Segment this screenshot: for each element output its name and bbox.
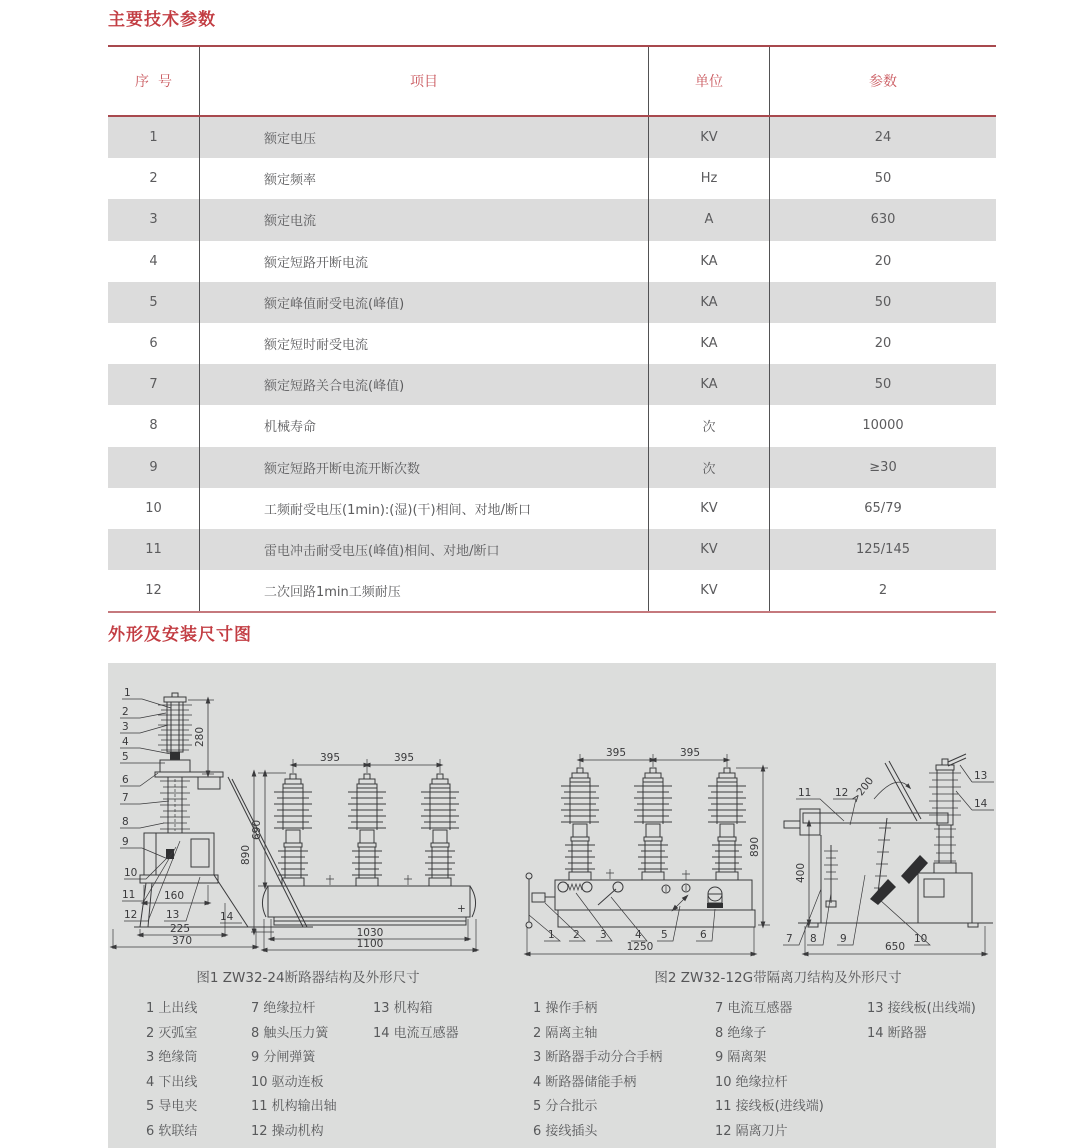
callout: 6 bbox=[700, 929, 707, 941]
cell-unit: KV bbox=[649, 117, 770, 158]
fig2-front-leader-lines bbox=[529, 893, 715, 941]
callout: 5 bbox=[122, 751, 129, 763]
dim-label: 1250 bbox=[626, 941, 654, 953]
cell-no: 12 bbox=[108, 570, 200, 611]
callout: 1 bbox=[124, 687, 131, 699]
callout: 8 bbox=[122, 816, 129, 828]
part-item: 5 导电夹 bbox=[146, 1099, 198, 1114]
cell-param: 630 bbox=[870, 212, 896, 228]
fig2-parts-column-1 bbox=[533, 997, 662, 1144]
dim-label: 395 bbox=[605, 747, 627, 759]
part-item: 2 灭弧室 bbox=[146, 1025, 198, 1041]
cell-item: 额定短路开断电流开断次数 bbox=[200, 447, 649, 488]
part-item: 14 断路器 bbox=[867, 1025, 927, 1041]
part-item: 10 绝缘拉杆 bbox=[715, 1074, 788, 1090]
dim-label: 160 bbox=[163, 890, 185, 902]
part-item: 10 驱动连板 bbox=[251, 1074, 324, 1090]
callout: 4 bbox=[635, 929, 642, 941]
cell-no: 8 bbox=[108, 405, 200, 446]
part-item: 1 操作手柄 bbox=[533, 1001, 598, 1016]
part-item: 12 隔离刀片 bbox=[715, 1123, 788, 1139]
dim-label: 395 bbox=[393, 752, 415, 764]
cell-no: 3 bbox=[108, 199, 200, 240]
part-item: 12 操动机构 bbox=[251, 1123, 324, 1139]
cell-param: 50 bbox=[874, 171, 892, 187]
callout: 13 bbox=[974, 770, 988, 782]
callout: 6 bbox=[122, 774, 129, 786]
cell-item: 额定电流 bbox=[200, 199, 649, 240]
cell-param: 65/79 bbox=[864, 500, 902, 516]
callout: 8 bbox=[810, 933, 817, 945]
part-item: 1 上出线 bbox=[146, 1001, 198, 1016]
callout: 4 bbox=[122, 736, 129, 748]
header-item: 项目 bbox=[200, 47, 649, 115]
callout: 1 bbox=[548, 929, 555, 941]
cell-unit: KA bbox=[649, 282, 770, 323]
callout: 5 bbox=[661, 929, 668, 941]
part-item: 4 断路器储能手柄 bbox=[533, 1074, 637, 1090]
header-unit: 单位 bbox=[649, 47, 770, 115]
cell-param: 125/145 bbox=[855, 541, 910, 557]
outline-drawing-panel bbox=[108, 663, 996, 1148]
part-item: 8 绝缘子 bbox=[715, 1025, 767, 1041]
header-param: 参数 bbox=[869, 74, 897, 90]
cell-unit: KA bbox=[649, 364, 770, 405]
cell-param: 24 bbox=[874, 130, 892, 146]
cell-item: 二次回路1min工频耐压 bbox=[200, 570, 649, 611]
callout: 9 bbox=[122, 836, 129, 848]
cell-no: 9 bbox=[108, 447, 200, 488]
dim-label: 690 bbox=[251, 819, 263, 841]
cell-no: 2 bbox=[108, 158, 200, 199]
cell-param: 20 bbox=[874, 336, 892, 352]
cell-no: 11 bbox=[108, 529, 200, 570]
part-item: 7 电流互感器 bbox=[715, 1001, 793, 1016]
part-item: 2 隔离主轴 bbox=[533, 1025, 598, 1041]
cell-unit: KV bbox=[649, 529, 770, 570]
cell-unit: KA bbox=[649, 323, 770, 364]
part-item: 13 接线板(出线端) bbox=[867, 1001, 976, 1016]
dim-label: 225 bbox=[169, 923, 191, 935]
part-item: 7 绝缘拉杆 bbox=[251, 1001, 316, 1016]
table-row bbox=[108, 282, 996, 323]
callout: 13 bbox=[166, 909, 180, 921]
cell-item: 额定短时耐受电流 bbox=[200, 323, 649, 364]
cell-unit: A bbox=[649, 199, 770, 240]
tech-params-table bbox=[108, 45, 996, 613]
cell-param: ≥30 bbox=[869, 459, 897, 475]
callout: 2 bbox=[573, 929, 580, 941]
cell-unit: Hz bbox=[649, 158, 770, 199]
cell-no: 6 bbox=[108, 323, 200, 364]
callout: 9 bbox=[840, 933, 847, 945]
cell-no: 1 bbox=[108, 117, 200, 158]
cell-param: 10000 bbox=[862, 418, 904, 434]
plus-terminal-mark: + bbox=[457, 903, 466, 915]
cell-param: 2 bbox=[878, 583, 888, 599]
part-item: 9 隔离架 bbox=[715, 1050, 767, 1065]
callout: 14 bbox=[974, 798, 988, 810]
callout: 11 bbox=[798, 787, 812, 799]
dim-label: >200 bbox=[849, 775, 877, 806]
cell-item: 额定频率 bbox=[200, 158, 649, 199]
callout: 10 bbox=[124, 867, 138, 879]
fig2-parts-column-2 bbox=[715, 997, 824, 1144]
cell-unit: 次 bbox=[649, 447, 770, 488]
table-row bbox=[108, 199, 996, 240]
cell-param: 20 bbox=[874, 253, 892, 269]
fig2-parts-column-3 bbox=[867, 997, 976, 1046]
dim-label: 1030 bbox=[356, 927, 384, 939]
cell-unit: KA bbox=[649, 241, 770, 282]
dim-label: 1100 bbox=[356, 938, 384, 950]
table-row bbox=[108, 570, 996, 611]
table-row bbox=[108, 158, 996, 199]
dim-label: 395 bbox=[679, 747, 701, 759]
table-row bbox=[108, 529, 996, 570]
part-item: 6 软联结 bbox=[146, 1123, 198, 1139]
cell-item: 额定电压 bbox=[200, 117, 649, 158]
callout: 12 bbox=[835, 787, 849, 799]
cell-item: 机械寿命 bbox=[200, 405, 649, 446]
header-no: 序 号 bbox=[108, 47, 200, 115]
dim-label: 370 bbox=[171, 935, 193, 947]
callout: 7 bbox=[786, 933, 793, 945]
part-item: 11 机构输出轴 bbox=[251, 1099, 337, 1114]
dim-label: 890 bbox=[240, 844, 252, 866]
cell-unit: KV bbox=[649, 488, 770, 529]
part-item: 6 接线插头 bbox=[533, 1123, 598, 1139]
table-row bbox=[108, 405, 996, 446]
dim-label: 395 bbox=[319, 752, 341, 764]
dim-label: 890 bbox=[749, 836, 761, 858]
table-row bbox=[108, 447, 996, 488]
cell-item: 雷电冲击耐受电压(峰值)相间、对地/断口 bbox=[200, 529, 649, 570]
cell-no: 4 bbox=[108, 241, 200, 282]
part-item: 13 机构箱 bbox=[373, 1001, 433, 1016]
cell-item: 额定峰值耐受电流(峰值) bbox=[200, 282, 649, 323]
part-item: 11 接线板(进线端) bbox=[715, 1099, 824, 1114]
cell-no: 10 bbox=[108, 488, 200, 529]
cell-item: 额定短路关合电流(峰值) bbox=[200, 364, 649, 405]
fig1-parts-column-2 bbox=[251, 997, 337, 1144]
table-row bbox=[108, 241, 996, 282]
figure1-caption: 图1 ZW32-24断路器结构及外形尺寸 bbox=[196, 970, 420, 986]
dim-label: 650 bbox=[884, 941, 906, 953]
cell-item: 工频耐受电压(1min):(湿)(干)相间、对地/断口 bbox=[200, 488, 649, 529]
cell-unit: 次 bbox=[649, 405, 770, 446]
fig2-front-view-drawing bbox=[526, 747, 770, 956]
callout: 2 bbox=[122, 706, 129, 718]
fig2-side-view-drawing bbox=[783, 754, 994, 956]
cell-item: 额定短路开断电流 bbox=[200, 241, 649, 282]
table-row bbox=[108, 488, 996, 529]
outline-drawings bbox=[108, 663, 996, 963]
fig2-side-leader-lines bbox=[783, 765, 994, 945]
section-title-tech-params: 主要技术参数 bbox=[108, 10, 216, 30]
part-item: 5 分合批示 bbox=[533, 1099, 598, 1114]
fig1-parts-column-1 bbox=[146, 997, 197, 1144]
dim-label: 400 bbox=[795, 862, 807, 884]
callout: 12 bbox=[124, 909, 138, 921]
part-item: 14 电流互感器 bbox=[373, 1025, 459, 1041]
callout: 3 bbox=[122, 721, 129, 733]
table-header-row bbox=[108, 47, 996, 117]
part-item: 3 断路器手动分合手柄 bbox=[533, 1050, 663, 1065]
part-item: 3 绝缘筒 bbox=[146, 1050, 198, 1065]
fig1-parts-column-3 bbox=[373, 997, 459, 1046]
callout: 11 bbox=[122, 889, 136, 901]
part-item: 4 下出线 bbox=[146, 1074, 198, 1090]
part-item: 9 分闸弹簧 bbox=[251, 1050, 316, 1065]
fig1-front-view-drawing bbox=[240, 752, 476, 952]
cell-no: 5 bbox=[108, 282, 200, 323]
part-item: 8 触头压力簧 bbox=[251, 1025, 329, 1041]
callout: 10 bbox=[914, 933, 928, 945]
cell-param: 50 bbox=[874, 294, 892, 310]
cell-no: 7 bbox=[108, 364, 200, 405]
callout: 7 bbox=[122, 792, 129, 804]
section-title-outline: 外形及安装尺寸图 bbox=[108, 625, 252, 645]
dim-label: 280 bbox=[194, 726, 206, 748]
figure2-caption: 图2 ZW32-12G带隔离刀结构及外形尺寸 bbox=[654, 970, 902, 986]
callout: 14 bbox=[220, 911, 234, 923]
callout: 3 bbox=[600, 929, 607, 941]
cell-unit: KV bbox=[649, 570, 770, 611]
table-row bbox=[108, 117, 996, 158]
table-row bbox=[108, 364, 996, 405]
table-row bbox=[108, 323, 996, 364]
cell-param: 50 bbox=[874, 377, 892, 393]
